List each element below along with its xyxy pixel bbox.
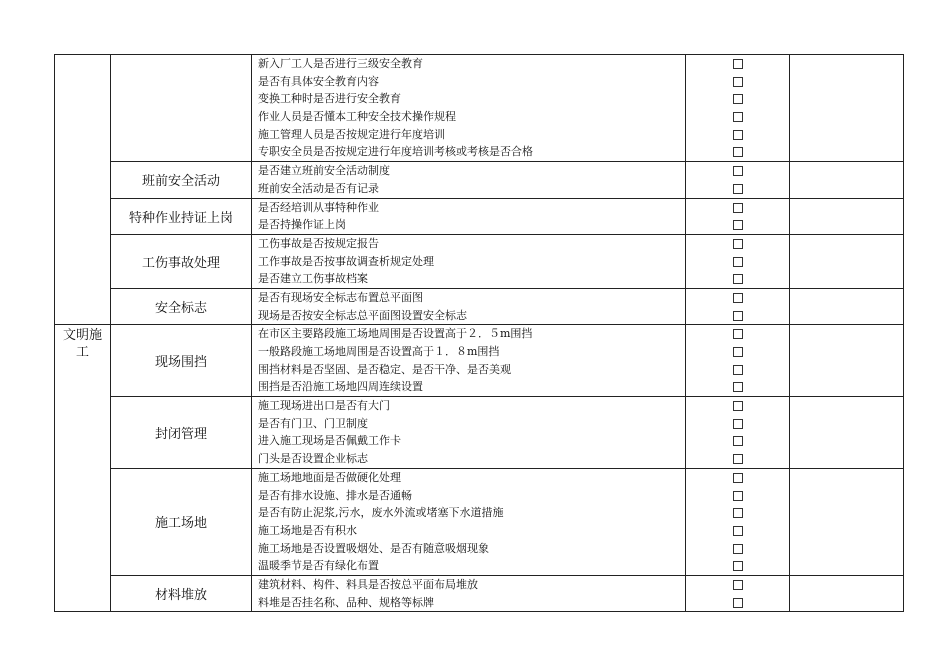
- check-item: 温暖季节是否有绿化布置: [258, 559, 379, 573]
- checkbox-icon[interactable]: [733, 220, 743, 230]
- inspection-checklist-table: [54, 54, 904, 612]
- checkbox-row: [686, 504, 789, 522]
- checkbox-icon[interactable]: [733, 203, 743, 213]
- checklist-group-row: [55, 234, 904, 288]
- subcategory-cell: [111, 198, 252, 234]
- remarks-cell[interactable]: [790, 468, 904, 575]
- checkbox-row: [686, 487, 789, 505]
- checkbox-row: [686, 325, 789, 343]
- checkbox-row: [686, 126, 789, 144]
- checkbox-row: [686, 180, 789, 198]
- checkbox-icon[interactable]: [733, 311, 743, 321]
- check-item: 建筑材料、构件、料具是否按总平面布局堆放: [258, 577, 478, 591]
- checkbox-icon[interactable]: [733, 419, 743, 429]
- checkbox-icon[interactable]: [733, 239, 743, 249]
- check-item: 专职安全员是否按规定进行年度培训考核或考核是否合格: [258, 145, 533, 159]
- checkbox-icon[interactable]: [733, 130, 743, 140]
- subcategory-label: 封闭管理: [154, 426, 207, 442]
- check-item: 围挡是否沿施工场地四周连续设置: [258, 380, 423, 394]
- subcategory-label: 安全标志: [154, 301, 207, 317]
- checkbox-cell: [686, 325, 790, 397]
- checkbox-row: [686, 216, 789, 234]
- checklist-group-row: [55, 397, 904, 469]
- subcategory-label: 特种作业持证上岗: [128, 210, 233, 226]
- category-cell: [55, 55, 111, 325]
- checkbox-row: [686, 378, 789, 396]
- checkbox-icon[interactable]: [733, 544, 743, 554]
- check-items-cell: [252, 288, 686, 324]
- checklist-group-row: [55, 468, 904, 575]
- check-item: 进入施工现场是否佩戴工作卡: [258, 434, 401, 448]
- check-item: 是否有门卫、门卫制度: [258, 416, 368, 430]
- checklist-group-row: [55, 198, 904, 234]
- checkbox-cell: [686, 198, 790, 234]
- checkbox-icon[interactable]: [733, 365, 743, 375]
- subcategory-cell: [111, 288, 252, 324]
- checkbox-row: [686, 108, 789, 126]
- checklist-group-row: [55, 288, 904, 324]
- check-item: 施工场地地面是否做硬化处理: [258, 470, 401, 484]
- check-item: 现场是否按安全标志总平面图设置安全标志: [258, 308, 467, 322]
- checkbox-icon[interactable]: [733, 274, 743, 284]
- checkbox-icon[interactable]: [733, 347, 743, 357]
- check-items-cell: [252, 468, 686, 575]
- checkbox-row: [686, 162, 789, 180]
- checkbox-row: [686, 143, 789, 161]
- subcategory-cell: [111, 468, 252, 575]
- check-item: 料堆是否挂名称、品种、规格等标牌: [258, 595, 434, 609]
- check-item: 是否建立工伤事故档案: [258, 272, 368, 286]
- checkbox-row: [686, 289, 789, 307]
- check-item: 在市区主要路段施工场地周围是否设置高于２．５m围挡: [258, 327, 533, 341]
- check-item: 是否有排水设施、排水是否通畅: [258, 488, 412, 502]
- checkbox-row: [686, 522, 789, 540]
- checkbox-row: [686, 343, 789, 361]
- checkbox-row: [686, 432, 789, 450]
- checkbox-icon[interactable]: [733, 473, 743, 483]
- check-item: 是否有具体安全教育内容: [258, 74, 379, 88]
- checkbox-icon[interactable]: [733, 112, 743, 122]
- checkbox-row: [686, 235, 789, 253]
- subcategory-cell: [111, 325, 252, 397]
- subcategory-cell: [111, 397, 252, 469]
- check-item: 围挡材料是否坚固、是否稳定、是否干净、是否美观: [258, 362, 511, 376]
- checkbox-row: [686, 270, 789, 288]
- check-item: 新入厂工人是否进行三级安全教育: [258, 57, 423, 70]
- remarks-cell[interactable]: [790, 55, 904, 162]
- checkbox-row: [686, 594, 789, 612]
- checkbox-icon[interactable]: [733, 436, 743, 446]
- check-item: 一般路段施工场地周围是否设置高于１．８m围挡: [258, 345, 500, 358]
- check-item: 门头是否设置企业标志: [258, 452, 368, 466]
- check-item: 班前安全活动是否有记录: [258, 181, 379, 195]
- check-items-cell: [252, 325, 686, 397]
- checkbox-row: [686, 576, 789, 594]
- subcategory-cell: [111, 234, 252, 288]
- checkbox-row: [686, 415, 789, 433]
- check-items-cell: [252, 198, 686, 234]
- subcategory-label: 材料堆放: [154, 588, 207, 604]
- checkbox-cell: [686, 575, 790, 611]
- checkbox-icon[interactable]: [733, 382, 743, 392]
- checkbox-row: [686, 557, 789, 575]
- checkbox-icon[interactable]: [733, 293, 743, 303]
- check-item: 是否建立班前安全活动制度: [258, 164, 390, 178]
- check-item: 变换工种时是否进行安全教育: [258, 92, 401, 106]
- subcategory-label: 工伤事故处理: [141, 255, 220, 271]
- check-items-cell: [252, 575, 686, 611]
- check-item: 是否经培训从事特种作业: [258, 200, 379, 214]
- checklist-group-row: [55, 575, 904, 611]
- remarks-cell[interactable]: [790, 162, 904, 198]
- remarks-cell[interactable]: [790, 288, 904, 324]
- checkbox-icon[interactable]: [733, 598, 743, 608]
- checkbox-icon[interactable]: [733, 401, 743, 411]
- category-cell: [55, 325, 111, 612]
- check-item: 是否持操作证上岗: [258, 218, 346, 232]
- remarks-cell[interactable]: [790, 325, 904, 397]
- checkbox-cell: [686, 397, 790, 469]
- remarks-cell[interactable]: [790, 575, 904, 611]
- subcategory-cell: [111, 575, 252, 611]
- remarks-cell[interactable]: [790, 397, 904, 469]
- checkbox-icon[interactable]: [733, 184, 743, 194]
- subcategory-label: 班前安全活动: [141, 174, 220, 190]
- check-items-cell: [252, 162, 686, 198]
- checkbox-row: [686, 199, 789, 217]
- checklist-group-row: [55, 325, 904, 397]
- subcategory-label: 现场围挡: [154, 355, 207, 371]
- checkbox-icon[interactable]: [733, 94, 743, 104]
- checkbox-cell: [686, 468, 790, 575]
- checkbox-icon[interactable]: [733, 526, 743, 536]
- checkbox-icon[interactable]: [733, 454, 743, 464]
- checkbox-cell: [686, 55, 790, 162]
- check-item: 施工场地是否有积水: [258, 523, 357, 537]
- remarks-cell[interactable]: [790, 234, 904, 288]
- checkbox-row: [686, 55, 789, 73]
- category-label: 文明施工: [62, 328, 102, 361]
- checkbox-icon[interactable]: [733, 580, 743, 590]
- check-items-cell: [252, 55, 686, 162]
- checkbox-row: [686, 469, 789, 487]
- subcategory-cell: [111, 162, 252, 198]
- checkbox-icon[interactable]: [733, 59, 743, 69]
- checkbox-icon[interactable]: [733, 508, 743, 518]
- checkbox-icon[interactable]: [733, 257, 743, 267]
- checkbox-icon[interactable]: [733, 166, 743, 176]
- check-item: 是否有现场安全标志布置总平面图: [258, 290, 423, 304]
- checkbox-icon[interactable]: [733, 329, 743, 339]
- checkbox-cell: [686, 288, 790, 324]
- checkbox-row: [686, 450, 789, 468]
- checklist-group-row: [55, 55, 904, 162]
- subcategory-label: 施工场地: [154, 516, 207, 532]
- checkbox-row: [686, 540, 789, 558]
- check-items-cell: [252, 234, 686, 288]
- check-item: 施工场地是否设置吸烟处、是否有随意吸烟现象: [258, 541, 489, 555]
- checkbox-icon[interactable]: [733, 77, 743, 87]
- checkbox-row: [686, 90, 789, 108]
- check-item: 施工现场进出口是否有大门: [258, 399, 390, 413]
- check-items-cell: [252, 397, 686, 469]
- checklist-group-row: [55, 162, 904, 198]
- check-item: 是否有防止泥浆,污水，废水外流或堵塞下水道措施: [258, 506, 504, 520]
- checkbox-icon[interactable]: [733, 561, 743, 571]
- check-item: 工作事故是否按事故调查析规定处理: [258, 254, 434, 268]
- subcategory-cell: [111, 55, 252, 162]
- check-item: 施工管理人员是否按规定进行年度培训: [258, 127, 445, 141]
- checkbox-row: [686, 361, 789, 379]
- check-item: 作业人员是否懂本工种安全技术操作规程: [258, 110, 456, 124]
- checkbox-row: [686, 397, 789, 415]
- checkbox-icon[interactable]: [733, 491, 743, 501]
- checkbox-row: [686, 73, 789, 91]
- checkbox-row: [686, 307, 789, 325]
- checkbox-row: [686, 253, 789, 271]
- checkbox-cell: [686, 162, 790, 198]
- checkbox-icon[interactable]: [733, 147, 743, 157]
- check-item: 工伤事故是否按规定报告: [258, 236, 379, 250]
- checkbox-cell: [686, 234, 790, 288]
- remarks-cell[interactable]: [790, 198, 904, 234]
